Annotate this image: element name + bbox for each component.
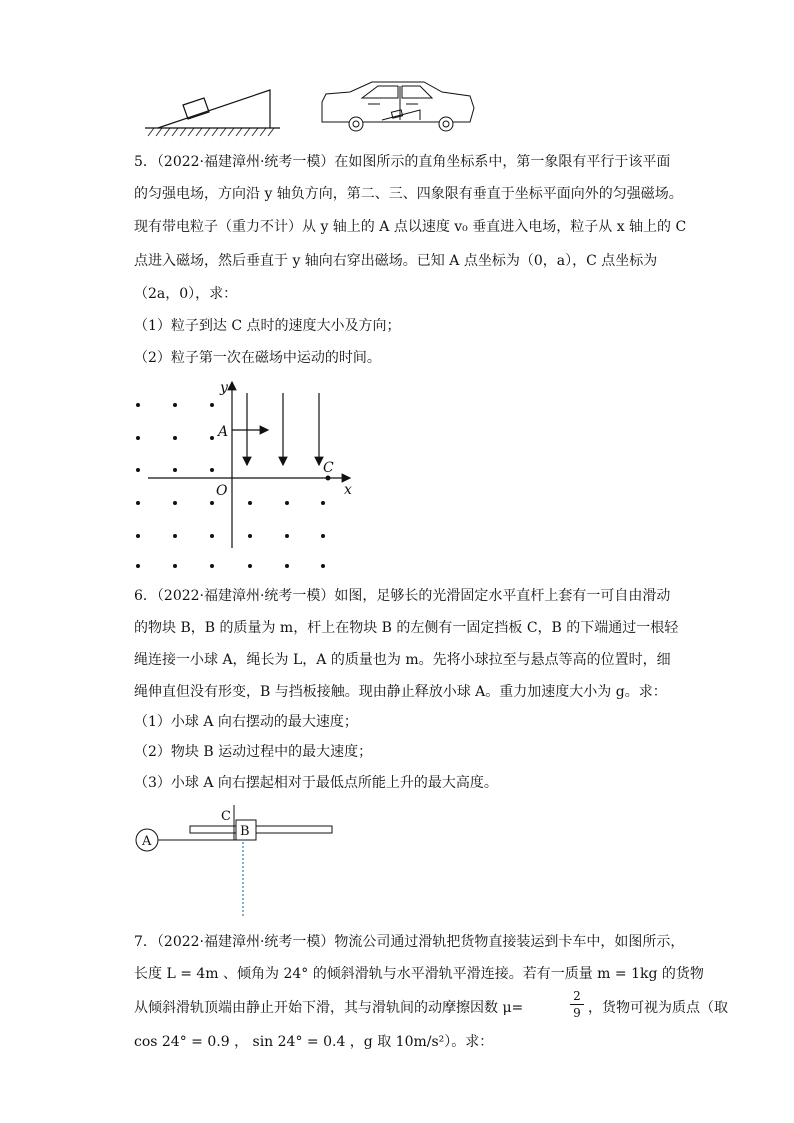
q7-line-1: 7．（2022·福建漳州·统考一模）物流公司通过滑轨把货物直接装运到卡车中，如图所示， xyxy=(134,934,685,950)
horizontal-rod xyxy=(190,826,332,833)
q5-line-2: 的匀强电场，方向沿 y 轴负方向，第二、三、四象限有垂直于坐标平面向外的匀强磁场。 xyxy=(134,186,683,202)
q7-line-4: cos 24° = 0.9 ， sin 24° = 0.4 ，g 取 10m/s²）。求： xyxy=(134,1034,494,1050)
q5-sub-2: （2）粒子第一次在磁场中运动的时间。 xyxy=(134,350,381,366)
q5-line-3: 现有带电粒子（重力不计）从 y 轴上的 A 点以速度 v₀ 垂直进入电场，粒子从 x 轴上的 C xyxy=(134,219,687,235)
block-on-incline xyxy=(183,98,209,119)
q5-sub-1: （1）粒子到达 C 点时的速度大小及方向； xyxy=(134,318,401,334)
q6-line-1: 6．（2022·福建漳州·统考一模）如图，足够长的光滑固定水平直杆上套有一可自由滑动 xyxy=(134,588,671,604)
q6-sub-3: （3）小球 A 向右摆起相对于最低点所能上升的最大高度。 xyxy=(134,775,498,791)
point-c-label: C xyxy=(323,460,334,476)
q7-line-3b: ，货物可视为质点（取 xyxy=(588,1000,728,1016)
mu-fraction xyxy=(570,988,584,1021)
q5-coordinate-figure xyxy=(120,375,370,575)
top-figures xyxy=(0,0,794,145)
q6-rod-figure xyxy=(125,800,345,925)
block-label-b: B xyxy=(240,824,250,839)
y-axis-label: y xyxy=(220,380,228,396)
q7-line-2: 长度 L = 4m 、倾角为 24° 的倾斜滑轨与水平滑轨平滑连接。若有一质量 m = 1kg 的货物 xyxy=(134,966,704,982)
q6-line-2: 的物块 B，B 的质量为 m，杆上在物块 B 的左侧有一固定挡板 C，B 的下端通过一根轻 xyxy=(134,620,679,636)
mu-numerator: 2 xyxy=(570,988,584,1005)
incline-figure xyxy=(145,90,280,136)
q5-line-5: （2a，0），求： xyxy=(134,286,238,302)
q6-line-3: 绳连接一小球 A，绳长为 L，A 的质量也为 m。先将小球拉至与悬点等高的位置时，细 xyxy=(134,652,671,668)
ball-label-a: A xyxy=(142,834,152,849)
origin-label: O xyxy=(216,483,228,499)
q7-line-3a: 从倾斜滑轨顶端由静止开始下滑，其与滑轨间的动摩擦因数 μ= xyxy=(134,1000,524,1016)
magnetic-field-dots xyxy=(136,403,325,568)
car-figure xyxy=(322,82,474,131)
point-a-label: A xyxy=(218,424,229,440)
q5-line-1: 5．（2022·福建漳州·统考一模）在如图所示的直角坐标系中，第一象限有平行于该平面 xyxy=(134,154,671,170)
q5-line-4: 点进入磁场，然后垂直于 y 轴向右穿出磁场。已知 A 点坐标为（0，a），C 点坐标为 xyxy=(134,253,658,269)
q6-sub-1: （1）小球 A 向右摆动的最大速度； xyxy=(134,714,358,730)
mu-denominator: 9 xyxy=(573,1006,581,1020)
x-axis-label: x xyxy=(344,482,352,498)
q6-line-4: 绳伸直但没有形变，B 与挡板接触。现由静止释放小球 A。重力加速度大小为 g。求： xyxy=(134,684,667,700)
stop-label-c: C xyxy=(221,809,231,824)
q6-sub-2: （2）物块 B 运动过程中的最大速度； xyxy=(134,744,373,760)
point-c-dot xyxy=(326,476,331,481)
